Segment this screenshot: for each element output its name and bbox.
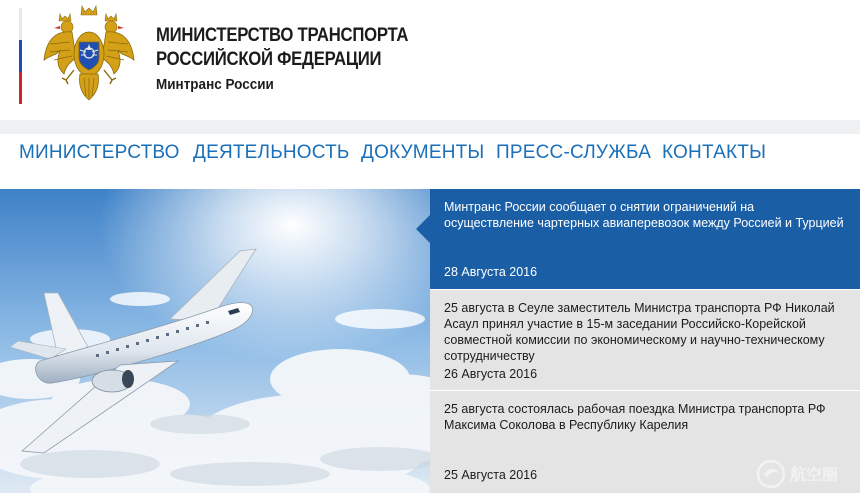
hero-image[interactable] — [0, 189, 430, 493]
watermark-text: 航空圈 — [790, 467, 839, 484]
active-pointer-arrow — [416, 215, 430, 243]
ministry-title[interactable] — [156, 24, 443, 93]
news-list — [430, 189, 860, 493]
airplane-above-clouds-image — [0, 189, 430, 493]
nav-item-ministry[interactable]: МИНИСТЕРСТВО — [19, 142, 180, 163]
title-line-2: РОССИЙСКОЙ ФЕДЕРАЦИИ — [156, 49, 382, 70]
news-date: 26 Августа 2016 — [444, 367, 538, 381]
nav-item-press[interactable]: ПРЕСС-СЛУЖБА — [496, 142, 652, 163]
double-headed-eagle-icon[interactable] — [42, 4, 136, 102]
news-item[interactable] — [430, 290, 860, 390]
news-item[interactable] — [430, 189, 860, 289]
news-date: 28 Августа 2016 — [444, 265, 538, 279]
news-headline: 25 августа состоялась рабочая поездка Министра транспорта РФ Максима Соколова в Республику Карелия — [444, 402, 826, 432]
site-header — [0, 0, 860, 120]
ministry-short-name: Минтранс России — [156, 76, 274, 93]
nav-divider-band — [0, 120, 860, 134]
title-line-1: МИНИСТЕРСТВО ТРАНСПОРТА — [156, 25, 409, 46]
main-nav — [0, 134, 860, 184]
russian-flag-stripe — [19, 8, 22, 104]
watermark — [756, 459, 854, 489]
news-headline: 25 августа в Сеуле заместитель Министра транспорта РФ Николай Асаул принял участие в 15-м заседании Российско-Корейской совместной комиссии по экономическому и научно-техническому сотрудничеству — [444, 301, 835, 363]
news-headline: Минтранс России сообщает о снятии ограничений на осуществление чартерных авиаперевозок между Россией и Турцией — [444, 200, 844, 230]
watermark-logo-icon — [756, 459, 786, 489]
nav-item-documents[interactable]: ДОКУМЕНТЫ — [361, 142, 485, 163]
nav-item-activity[interactable]: ДЕЯТЕЛЬНОСТЬ — [193, 142, 350, 163]
news-date: 25 Августа 2016 — [444, 468, 538, 482]
nav-item-contacts[interactable]: КОНТАКТЫ — [662, 142, 767, 163]
